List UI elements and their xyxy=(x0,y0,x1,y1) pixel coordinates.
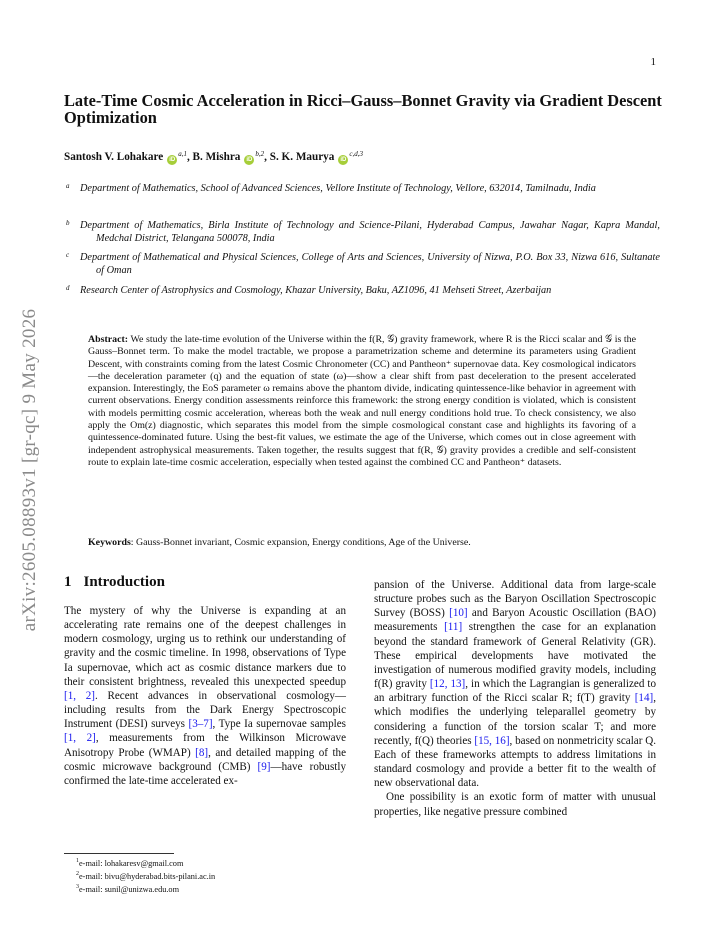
body-text: . Recent advances in observational cosmology—including results from the Dark Energy Spectroscopic Instrument (DESI) surveys xyxy=(64,689,346,731)
orcid-icon[interactable]: iD xyxy=(246,157,253,163)
affiliation-text: Research Center of Astrophysics and Cosmology, Khazar University, Baku, AZ1096, 41 Mehseti Street, Azerbaijan xyxy=(80,285,552,296)
paragraph: One possibility is an exotic form of matter with unusual properties, like negative pressure combined xyxy=(374,791,656,818)
citation-link[interactable]: [15, 16] xyxy=(474,734,510,747)
body-text: pansion of the Universe. Additional data from large-scale structure probes such as the Baryon Oscillation Spectroscopic Survey (BOSS) xyxy=(374,579,656,620)
body-text: —have robustly confirmed the late-time accelerated ex- xyxy=(64,760,346,787)
affiliation-mark: c xyxy=(66,251,70,259)
body-text: , Type Ia supernovae samples xyxy=(212,718,346,731)
body-text: , and detailed mapping of the cosmic microwave background (CMB) xyxy=(64,746,347,773)
affiliation-mark: d xyxy=(66,284,70,292)
footnote-mark: 2 xyxy=(76,870,79,877)
footnote-mark: 3 xyxy=(76,883,79,890)
section-number: 1 xyxy=(64,574,72,590)
section-heading xyxy=(64,574,165,591)
body-text: The mystery of why the Universe is expanding at an accelerating rate remains one of the deepest challenges in modern cosmology, urging us to rethink our understanding of gravity and the cosmic timeline. In 1998, observations of Type Ia supernovae, which act as cosmic distance markers due to their consistent brightness, revealed this unexpected speedup xyxy=(64,605,346,688)
author-affiliation-mark: c,d,3 xyxy=(349,150,363,158)
body-text: and Baryon Acoustic Oscillation (BAO) measurements xyxy=(374,607,656,634)
body-text: , in which the Lagrangian is generalized to an arbitrary function of the Ricci scalar R; f(T) gravity xyxy=(374,678,656,705)
body-text: , which modifies the underlying teleparallel geometry by considering a function of the torsion scalar T; and more recently, f(Q) theories xyxy=(374,692,656,747)
arxiv-side-stamp xyxy=(10,270,50,670)
author-separator: , xyxy=(264,151,270,163)
keywords-text: : Gauss-Bonnet invariant, Cosmic expansion, Energy conditions, Age of the Universe. xyxy=(130,537,471,548)
affiliation-mark: a xyxy=(66,182,70,190)
citation-link[interactable]: [11] xyxy=(444,621,463,634)
body-text: , based on nonmetricity scalar Q. Each of these frameworks attempts to address limitations in standard cosmology and provide a better fit to the wealth of new observational data. xyxy=(374,734,656,790)
section-title: Introduction xyxy=(83,574,165,590)
footnotes xyxy=(76,856,215,894)
affiliation xyxy=(66,284,660,297)
keywords xyxy=(88,537,636,549)
footnote-email: e-mail: sunil@unizwa.edu.om xyxy=(79,884,180,894)
footnote xyxy=(76,856,215,869)
citation-link[interactable]: [3–7] xyxy=(188,718,213,731)
author-affiliation-mark: b,2 xyxy=(255,150,265,158)
footnote xyxy=(76,869,215,882)
footnote-email: e-mail: bivu@hyderabad.bits-pilani.ac.in xyxy=(79,871,216,881)
affiliation xyxy=(66,251,660,277)
citation-link[interactable]: [12, 13] xyxy=(429,678,466,691)
affiliation xyxy=(66,219,660,245)
orcid-icon[interactable]: iD xyxy=(169,157,176,163)
citation-link[interactable]: [8] xyxy=(195,746,209,759)
affiliation-mark: b xyxy=(66,219,70,227)
body-column-left xyxy=(64,604,346,788)
author-name: Santosh V. Lohakare xyxy=(64,151,164,163)
body-column-right xyxy=(374,578,656,819)
author-separator: , xyxy=(186,151,193,163)
abstract xyxy=(88,334,636,469)
paper-title: Late-Time Cosmic Acceleration in Ricci–Gauss–Bonnet Gravity via Gradient Descent Optimization xyxy=(64,91,662,127)
author-name: S. K. Maurya xyxy=(269,151,335,163)
abstract-label: Abstract: xyxy=(88,334,129,345)
affiliation-text: Department of Mathematics, School of Advanced Sciences, Vellore Institute of Technology, Vellore, 632014, Tamilnadu, India xyxy=(80,183,596,194)
author-name: B. Mishra xyxy=(192,151,241,163)
citation-link[interactable]: [9] xyxy=(257,760,271,773)
citation-link[interactable]: [14] xyxy=(634,692,654,705)
citation-link[interactable]: [1, 2] xyxy=(64,732,96,745)
citation-link[interactable]: [10] xyxy=(449,607,468,620)
body-text: , measurements from the Wilkinson Microwave Anisotropy Probe (WMAP) xyxy=(64,732,347,759)
abstract-text: We study the late-time evolution of the Universe within the f(R, 𝒢) gravity framework, where R is the Ricci scalar and 𝒢 is the Gauss–Bonnet term. To make the model tractable, we propose a parametrization scheme and determine its parameters using Gradient Descent, with constraints coming from the latest Cosmic Chronometer (CC) and Pantheon⁺ supernovae data. Key cosmological indicators—the deceleration parameter (q) and the equation of state (ω)—show a clear shift from past deceleration to the present accelerated expansion. Interestingly, the EoS parameter ω remains above the phantom divide, indicating quintessence-like behavior in agreement with current observations. Energy condition assessments reinforce this framework: the strong energy condition is violated, which is consistent with models permitting cosmic acceleration, whereas both the weak and null energy conditions hold true. To check consistency, we also apply the Om(z) diagnostic, which separates this model from the simple cosmological constant case and highlights its favoring of a quintessence-dominated future. Using the best-fit values, we estimate the age of the Universe, which comes out in close agreement with independent astrophysical measurements. Taken together, the results suggest that f(R, 𝒢) gravity provides a credible and self-consistent route to explain late-time cosmic acceleration, especially when tested against the combined CC and Pantheon⁺ datasets. xyxy=(88,334,636,468)
orcid-icon[interactable]: iD xyxy=(340,157,347,163)
page-number: 1 xyxy=(650,56,656,68)
body-text: strengthen the case for an explanation beyond the standard framework of General Relativity (GR). These empirical developments have motivated the investigation of numerous modified gravity models, including f(R) gravity xyxy=(374,621,656,691)
affiliation-text: Department of Mathematics, Birla Institute of Technology and Science-Pilani, Hyderabad Campus, Jawahar Nagar, Kapra Mandal, Medchal District, Telangana 500078, India xyxy=(80,220,660,244)
affiliation-text: Department of Mathematical and Physical Sciences, College of Arts and Sciences, University of Nizwa, P.O. Box 33, Nizwa 616, Sultanate of Oman xyxy=(80,252,660,276)
citation-link[interactable]: [1, 2] xyxy=(64,689,95,702)
footnote xyxy=(76,882,215,895)
arxiv-identifier: arXiv:2605.08893v1 [gr-qc] 9 May 2026 xyxy=(19,308,40,632)
author-affiliation-mark: a,1 xyxy=(178,150,187,158)
footnote-email: e-mail: lohakaresv@gmail.com xyxy=(79,858,184,868)
footnote-mark: 1 xyxy=(76,858,79,864)
author-list xyxy=(64,150,664,165)
paragraph xyxy=(374,578,656,790)
affiliation xyxy=(66,182,660,195)
paragraph xyxy=(64,604,346,788)
keywords-label: Keywords xyxy=(88,537,131,548)
footnote-divider xyxy=(64,853,174,854)
